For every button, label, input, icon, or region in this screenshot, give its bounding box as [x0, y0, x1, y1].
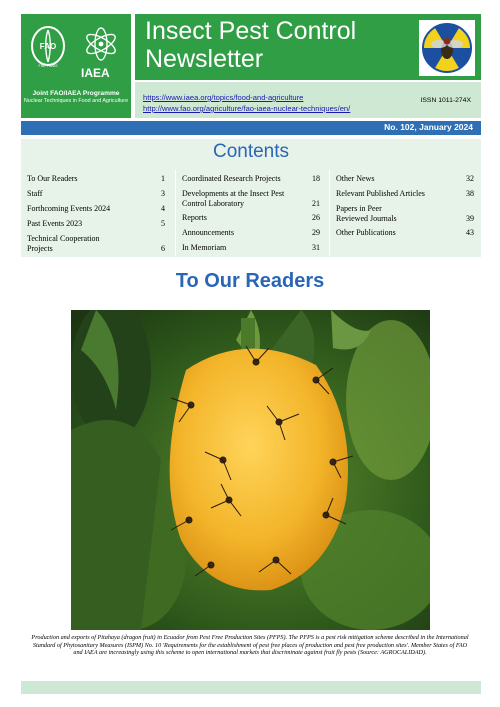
photo-caption: Production and exports of Pitahaya (dragon fruit) in Ecuador from Pest Free Production Sites (PFPS). The PFPS is a pest risk mitigation scheme described in the International Standard of Phytosanitary Measures (ISPM) No. 10 'Requirements for the establishment of pest free places of production and pest free production sites'. Member States of FAO and IAEA are increasingly using this scheme to open international markets that discriminate against fruit fly pests (Source: AGROCALIDAD). — [31, 634, 469, 657]
toc-item[interactable]: Developments at the Insect Pest Control Laboratory 21 — [182, 189, 320, 208]
fao-logo-text: FAO — [39, 42, 57, 51]
iaea-link[interactable]: https://www.iaea.org/topics/food-and-agriculture — [143, 93, 304, 102]
contents-column-3 — [329, 170, 482, 256]
toc-item[interactable]: In Memoriam 31 — [182, 243, 320, 252]
programme-name: Joint FAO/IAEA Programme — [32, 90, 120, 97]
section-title: To Our Readers — [175, 270, 325, 292]
footer-bar — [21, 681, 481, 694]
toc-item[interactable]: Announcements 29 — [182, 228, 320, 237]
toc-item[interactable]: Papers in Peer Reviewed Journals 39 — [336, 204, 474, 223]
iaea-atom-icon — [81, 24, 121, 68]
fao-motto: FIAT PANIS — [38, 64, 58, 68]
fao-logo-icon — [29, 24, 67, 68]
toc-item[interactable]: Other News 32 — [336, 174, 474, 183]
toc-item[interactable]: Coordinated Research Projects 18 — [182, 174, 320, 183]
dragon-fruit-image — [71, 310, 430, 630]
fly-radiation-emblem-icon — [419, 20, 475, 76]
title-block — [135, 14, 481, 80]
emblem — [419, 20, 475, 76]
toc-item[interactable]: Relevant Published Articles 38 — [336, 189, 474, 198]
toc-item[interactable]: To Our Readers 1 — [27, 174, 165, 183]
toc-item[interactable]: Other Publications 43 — [336, 228, 474, 237]
issn: ISSN 1011-274X — [420, 97, 471, 104]
contents-column-1 — [21, 170, 173, 256]
toc-item[interactable]: Staff 3 — [27, 189, 165, 198]
toc-item[interactable]: Forthcoming Events 2024 4 — [27, 204, 165, 213]
toc-item[interactable]: Reports 26 — [182, 213, 320, 222]
issue-bar — [21, 121, 481, 135]
issue-number: No. 102, January 2024 — [384, 122, 473, 132]
contents-column-2 — [175, 170, 328, 256]
links-block — [135, 82, 481, 118]
toc-item[interactable]: Technical Cooperation Projects 6 — [27, 234, 165, 253]
iaea-logo-text: IAEA — [81, 66, 110, 80]
programme-subtitle: Nuclear Techniques in Food and Agriculture — [23, 98, 129, 104]
dragon-fruit-photo — [71, 310, 430, 630]
toc-item[interactable]: Past Events 2023 5 — [27, 219, 165, 228]
fao-link[interactable]: http://www.fao.org/agriculture/fao-iaea-nuclear-techniques/en/ — [143, 104, 351, 113]
logo-block — [21, 14, 131, 118]
contents-box — [21, 139, 481, 257]
newsletter-title: Insect Pest Control Newsletter — [145, 17, 357, 73]
contents-title: Contents — [212, 141, 290, 162]
